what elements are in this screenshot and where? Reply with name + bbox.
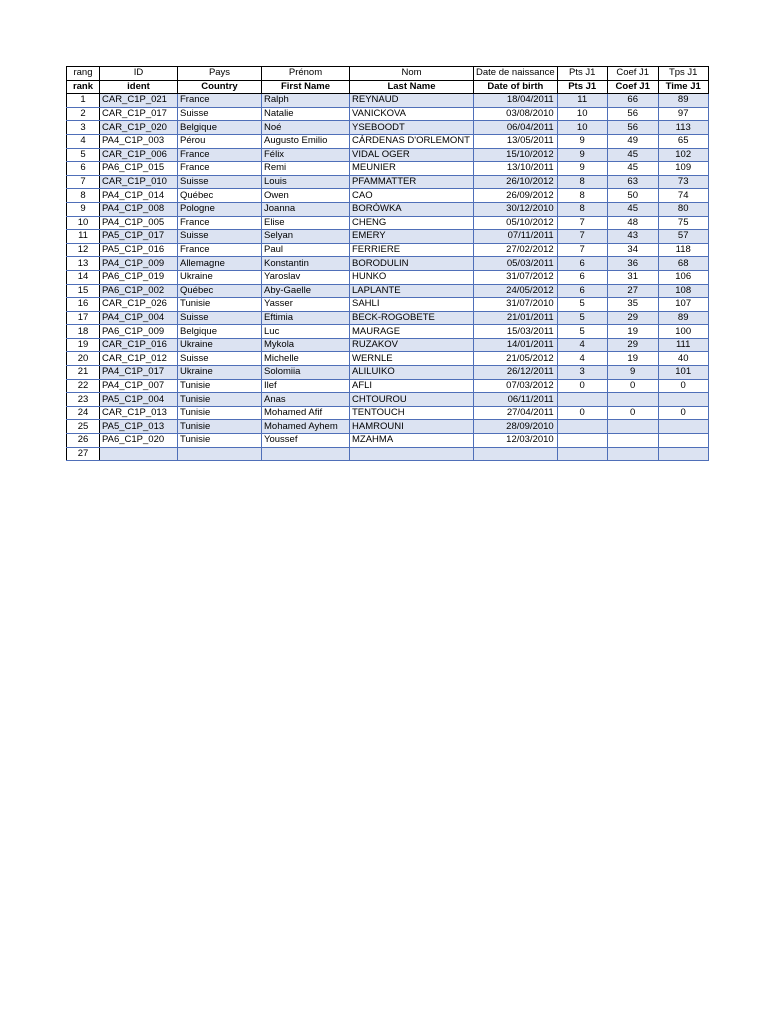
table-row	[67, 121, 709, 135]
header-pays: Pays	[178, 67, 262, 81]
date-of-birth-cell: 24/05/2012	[474, 284, 558, 298]
date-of-birth-cell: 03/08/2010	[474, 107, 558, 121]
coef-cell: 49	[607, 134, 658, 148]
date-of-birth-cell: 26/12/2011	[474, 366, 558, 380]
pts-cell: 6	[557, 257, 607, 271]
header-row-french	[67, 67, 709, 81]
date-of-birth-cell: 15/03/2011	[474, 325, 558, 339]
rank-cell: 24	[67, 406, 100, 420]
table-row	[67, 216, 709, 230]
table-row	[67, 420, 709, 434]
pts-cell: 4	[557, 338, 607, 352]
first-name-cell: Ilef	[262, 379, 350, 393]
date-of-birth-cell: 30/12/2010	[474, 202, 558, 216]
pts-cell: 8	[557, 189, 607, 203]
coef-cell: 29	[607, 338, 658, 352]
date-of-birth-cell: 07/11/2011	[474, 230, 558, 244]
table-row	[67, 352, 709, 366]
last-name-cell: MEUNIER	[350, 162, 474, 176]
table-row	[67, 325, 709, 339]
coef-cell: 19	[607, 325, 658, 339]
last-name-cell: CÁRDENAS D'ORLEMONT	[350, 134, 474, 148]
first-name-cell: Elise	[262, 216, 350, 230]
coef-cell: 43	[607, 230, 658, 244]
first-name-cell: Eftimia	[262, 311, 350, 325]
table-row	[67, 447, 709, 461]
last-name-cell: WERNLE	[350, 352, 474, 366]
coef-cell	[607, 447, 658, 461]
pts-cell: 9	[557, 162, 607, 176]
rank-cell: 8	[67, 189, 100, 203]
ident-cell: PA5_C1P_013	[100, 420, 178, 434]
date-of-birth-cell: 28/09/2010	[474, 420, 558, 434]
country-cell: Suisse	[178, 352, 262, 366]
pts-cell: 10	[557, 107, 607, 121]
pts-cell: 8	[557, 175, 607, 189]
coef-cell: 0	[607, 379, 658, 393]
first-name-cell: Yasser	[262, 298, 350, 312]
date-of-birth-cell: 21/05/2012	[474, 352, 558, 366]
time-cell: 0	[658, 406, 708, 420]
last-name-cell: TENTOUCH	[350, 406, 474, 420]
last-name-cell: PFAMMATTER	[350, 175, 474, 189]
last-name-cell: LAPLANTE	[350, 284, 474, 298]
time-cell: 89	[658, 94, 708, 108]
country-cell: France	[178, 162, 262, 176]
table-row	[67, 257, 709, 271]
coef-cell: 35	[607, 298, 658, 312]
country-cell: Allemagne	[178, 257, 262, 271]
rank-cell: 4	[67, 134, 100, 148]
first-name-cell: Mykola	[262, 338, 350, 352]
time-cell: 118	[658, 243, 708, 257]
last-name-cell: HUNKO	[350, 270, 474, 284]
header-row-english	[67, 80, 709, 94]
results-table	[66, 66, 709, 461]
first-name-cell: Aby-Gaelle	[262, 284, 350, 298]
first-name-cell: Ralph	[262, 94, 350, 108]
last-name-cell: AFLI	[350, 379, 474, 393]
table-body	[67, 94, 709, 461]
ident-cell: CAR_C1P_026	[100, 298, 178, 312]
pts-cell	[557, 420, 607, 434]
coef-cell: 56	[607, 121, 658, 135]
last-name-cell: HAMROUNI	[350, 420, 474, 434]
table-row	[67, 311, 709, 325]
table-row	[67, 148, 709, 162]
date-of-birth-cell	[474, 447, 558, 461]
ident-cell: PA4_C1P_009	[100, 257, 178, 271]
date-of-birth-cell: 06/04/2011	[474, 121, 558, 135]
time-cell: 97	[658, 107, 708, 121]
rank-cell: 3	[67, 121, 100, 135]
header-coef-j1-en: Coef J1	[607, 80, 658, 94]
pts-cell: 3	[557, 366, 607, 380]
last-name-cell: BORODULIN	[350, 257, 474, 271]
coef-cell: 56	[607, 107, 658, 121]
header-id: ID	[100, 67, 178, 81]
pts-cell: 10	[557, 121, 607, 135]
country-cell: Ukraine	[178, 338, 262, 352]
ident-cell: PA4_C1P_017	[100, 366, 178, 380]
first-name-cell: Mohamed Ayhem	[262, 420, 350, 434]
pts-cell: 0	[557, 406, 607, 420]
header-rank: rank	[67, 80, 100, 94]
table-row	[67, 243, 709, 257]
date-of-birth-cell: 31/07/2012	[474, 270, 558, 284]
country-cell: Québec	[178, 284, 262, 298]
time-cell: 73	[658, 175, 708, 189]
date-of-birth-cell: 27/02/2012	[474, 243, 558, 257]
date-of-birth-cell: 15/10/2012	[474, 148, 558, 162]
header-pts-j1-fr: Pts J1	[557, 67, 607, 81]
coef-cell: 36	[607, 257, 658, 271]
first-name-cell: Joanna	[262, 202, 350, 216]
header-ident: ident	[100, 80, 178, 94]
last-name-cell: REYNAUD	[350, 94, 474, 108]
date-of-birth-cell: 27/04/2011	[474, 406, 558, 420]
header-pts-j1-en: Pts J1	[557, 80, 607, 94]
time-cell: 113	[658, 121, 708, 135]
country-cell: France	[178, 148, 262, 162]
pts-cell: 9	[557, 134, 607, 148]
table-row	[67, 406, 709, 420]
coef-cell: 50	[607, 189, 658, 203]
country-cell: Tunisie	[178, 379, 262, 393]
country-cell: Québec	[178, 189, 262, 203]
country-cell: Suisse	[178, 230, 262, 244]
pts-cell: 9	[557, 148, 607, 162]
table-row	[67, 434, 709, 448]
ident-cell: PA4_C1P_007	[100, 379, 178, 393]
first-name-cell: Natalie	[262, 107, 350, 121]
ident-cell: PA6_C1P_015	[100, 162, 178, 176]
first-name-cell: Selyan	[262, 230, 350, 244]
country-cell: France	[178, 243, 262, 257]
date-of-birth-cell: 14/01/2011	[474, 338, 558, 352]
date-of-birth-cell: 13/05/2011	[474, 134, 558, 148]
rank-cell: 18	[67, 325, 100, 339]
country-cell: Belgique	[178, 121, 262, 135]
header-date-naissance: Date de naissance	[474, 67, 558, 81]
time-cell	[658, 434, 708, 448]
country-cell: Tunisie	[178, 406, 262, 420]
table-row	[67, 379, 709, 393]
last-name-cell: ALILUIKO	[350, 366, 474, 380]
rank-cell: 14	[67, 270, 100, 284]
table-row	[67, 134, 709, 148]
rank-cell: 21	[67, 366, 100, 380]
rank-cell: 26	[67, 434, 100, 448]
time-cell: 89	[658, 311, 708, 325]
header-tps-j1: Tps J1	[658, 67, 708, 81]
header-time-j1: Time J1	[658, 80, 708, 94]
coef-cell: 48	[607, 216, 658, 230]
coef-cell: 45	[607, 148, 658, 162]
pts-cell: 5	[557, 298, 607, 312]
rank-cell: 10	[67, 216, 100, 230]
first-name-cell: Mohamed Afif	[262, 406, 350, 420]
pts-cell: 6	[557, 270, 607, 284]
header-first-name: First Name	[262, 80, 350, 94]
header-rang: rang	[67, 67, 100, 81]
time-cell: 108	[658, 284, 708, 298]
country-cell: Belgique	[178, 325, 262, 339]
pts-cell: 7	[557, 243, 607, 257]
rank-cell: 27	[67, 447, 100, 461]
rank-cell: 20	[67, 352, 100, 366]
rank-cell: 17	[67, 311, 100, 325]
time-cell: 75	[658, 216, 708, 230]
time-cell: 68	[658, 257, 708, 271]
ident-cell: PA6_C1P_020	[100, 434, 178, 448]
ident-cell: PA4_C1P_014	[100, 189, 178, 203]
time-cell: 57	[658, 230, 708, 244]
time-cell: 0	[658, 379, 708, 393]
first-name-cell	[262, 447, 350, 461]
ident-cell: CAR_C1P_013	[100, 406, 178, 420]
last-name-cell: RUZAKOV	[350, 338, 474, 352]
rank-cell: 19	[67, 338, 100, 352]
first-name-cell: Konstantin	[262, 257, 350, 271]
first-name-cell: Augusto Emilio	[262, 134, 350, 148]
pts-cell: 8	[557, 202, 607, 216]
country-cell: Pologne	[178, 202, 262, 216]
ident-cell: CAR_C1P_010	[100, 175, 178, 189]
table-row	[67, 162, 709, 176]
time-cell: 100	[658, 325, 708, 339]
time-cell	[658, 420, 708, 434]
date-of-birth-cell: 13/10/2011	[474, 162, 558, 176]
last-name-cell: CHENG	[350, 216, 474, 230]
ident-cell: CAR_C1P_021	[100, 94, 178, 108]
country-cell: Tunisie	[178, 420, 262, 434]
first-name-cell: Owen	[262, 189, 350, 203]
table-row	[67, 107, 709, 121]
coef-cell	[607, 393, 658, 407]
table-row	[67, 230, 709, 244]
first-name-cell: Félix	[262, 148, 350, 162]
table-row	[67, 189, 709, 203]
time-cell: 65	[658, 134, 708, 148]
date-of-birth-cell: 07/03/2012	[474, 379, 558, 393]
coef-cell	[607, 434, 658, 448]
pts-cell: 11	[557, 94, 607, 108]
last-name-cell: BORÓWKA	[350, 202, 474, 216]
last-name-cell: SAHLI	[350, 298, 474, 312]
country-cell: Ukraine	[178, 366, 262, 380]
coef-cell: 27	[607, 284, 658, 298]
pts-cell: 5	[557, 311, 607, 325]
coef-cell: 9	[607, 366, 658, 380]
ident-cell: CAR_C1P_017	[100, 107, 178, 121]
time-cell: 74	[658, 189, 708, 203]
coef-cell: 34	[607, 243, 658, 257]
rank-cell: 16	[67, 298, 100, 312]
time-cell: 101	[658, 366, 708, 380]
country-cell: Tunisie	[178, 434, 262, 448]
date-of-birth-cell: 05/03/2011	[474, 257, 558, 271]
rank-cell: 25	[67, 420, 100, 434]
time-cell: 111	[658, 338, 708, 352]
last-name-cell: VANICKOVA	[350, 107, 474, 121]
date-of-birth-cell: 21/01/2011	[474, 311, 558, 325]
ident-cell: PA4_C1P_008	[100, 202, 178, 216]
header-country: Country	[178, 80, 262, 94]
time-cell: 80	[658, 202, 708, 216]
last-name-cell: VIDAL OGER	[350, 148, 474, 162]
country-cell	[178, 447, 262, 461]
rank-cell: 1	[67, 94, 100, 108]
country-cell: Tunisie	[178, 393, 262, 407]
country-cell: Suisse	[178, 175, 262, 189]
ident-cell: CAR_C1P_012	[100, 352, 178, 366]
rank-cell: 7	[67, 175, 100, 189]
last-name-cell: YSEBOODT	[350, 121, 474, 135]
table-row	[67, 270, 709, 284]
pts-cell: 7	[557, 230, 607, 244]
date-of-birth-cell: 26/09/2012	[474, 189, 558, 203]
pts-cell: 4	[557, 352, 607, 366]
first-name-cell: Louis	[262, 175, 350, 189]
ident-cell: PA5_C1P_004	[100, 393, 178, 407]
coef-cell: 31	[607, 270, 658, 284]
last-name-cell: FERRIERE	[350, 243, 474, 257]
date-of-birth-cell: 05/10/2012	[474, 216, 558, 230]
country-cell: France	[178, 94, 262, 108]
pts-cell: 5	[557, 325, 607, 339]
coef-cell: 45	[607, 162, 658, 176]
ident-cell: CAR_C1P_016	[100, 338, 178, 352]
pts-cell	[557, 393, 607, 407]
ident-cell: PA4_C1P_005	[100, 216, 178, 230]
first-name-cell: Luc	[262, 325, 350, 339]
rank-cell: 22	[67, 379, 100, 393]
ident-cell	[100, 447, 178, 461]
ident-cell: PA4_C1P_003	[100, 134, 178, 148]
table-row	[67, 94, 709, 108]
coef-cell: 0	[607, 406, 658, 420]
coef-cell: 63	[607, 175, 658, 189]
time-cell	[658, 447, 708, 461]
rank-cell: 13	[67, 257, 100, 271]
last-name-cell	[350, 447, 474, 461]
first-name-cell: Noé	[262, 121, 350, 135]
ident-cell: PA4_C1P_004	[100, 311, 178, 325]
pts-cell: 7	[557, 216, 607, 230]
country-cell: France	[178, 216, 262, 230]
first-name-cell: Youssef	[262, 434, 350, 448]
time-cell	[658, 393, 708, 407]
last-name-cell: BECK-ROGOBETE	[350, 311, 474, 325]
first-name-cell: Anas	[262, 393, 350, 407]
date-of-birth-cell: 12/03/2010	[474, 434, 558, 448]
last-name-cell: CHTOUROU	[350, 393, 474, 407]
header-coef-j1-fr: Coef J1	[607, 67, 658, 81]
last-name-cell: MZAHMA	[350, 434, 474, 448]
first-name-cell: Michelle	[262, 352, 350, 366]
time-cell: 40	[658, 352, 708, 366]
last-name-cell: MAURAGE	[350, 325, 474, 339]
date-of-birth-cell: 26/10/2012	[474, 175, 558, 189]
pts-cell	[557, 447, 607, 461]
rank-cell: 9	[67, 202, 100, 216]
pts-cell	[557, 434, 607, 448]
first-name-cell: Paul	[262, 243, 350, 257]
country-cell: Ukraine	[178, 270, 262, 284]
rank-cell: 2	[67, 107, 100, 121]
first-name-cell: Solomiia	[262, 366, 350, 380]
table-row	[67, 175, 709, 189]
rank-cell: 6	[67, 162, 100, 176]
ident-cell: PA5_C1P_017	[100, 230, 178, 244]
rank-cell: 12	[67, 243, 100, 257]
first-name-cell: Yaroslav	[262, 270, 350, 284]
pts-cell: 0	[557, 379, 607, 393]
rank-cell: 11	[67, 230, 100, 244]
time-cell: 107	[658, 298, 708, 312]
date-of-birth-cell: 18/04/2011	[474, 94, 558, 108]
date-of-birth-cell: 06/11/2011	[474, 393, 558, 407]
coef-cell: 29	[607, 311, 658, 325]
country-cell: Suisse	[178, 107, 262, 121]
date-of-birth-cell: 31/07/2010	[474, 298, 558, 312]
table-row	[67, 284, 709, 298]
first-name-cell: Remi	[262, 162, 350, 176]
ident-cell: CAR_C1P_020	[100, 121, 178, 135]
header-prenom: Prénom	[262, 67, 350, 81]
header-date-of-birth: Date of birth	[474, 80, 558, 94]
table-row	[67, 202, 709, 216]
ident-cell: PA6_C1P_002	[100, 284, 178, 298]
table-row	[67, 393, 709, 407]
ident-cell: CAR_C1P_006	[100, 148, 178, 162]
time-cell: 106	[658, 270, 708, 284]
pts-cell: 6	[557, 284, 607, 298]
country-cell: Suisse	[178, 311, 262, 325]
ident-cell: PA6_C1P_009	[100, 325, 178, 339]
table-row	[67, 338, 709, 352]
ident-cell: PA6_C1P_019	[100, 270, 178, 284]
last-name-cell: CAO	[350, 189, 474, 203]
country-cell: Tunisie	[178, 298, 262, 312]
coef-cell: 19	[607, 352, 658, 366]
ident-cell: PA5_C1P_016	[100, 243, 178, 257]
coef-cell: 45	[607, 202, 658, 216]
rank-cell: 15	[67, 284, 100, 298]
table-row	[67, 366, 709, 380]
rank-cell: 5	[67, 148, 100, 162]
country-cell: Pérou	[178, 134, 262, 148]
header-nom: Nom	[350, 67, 474, 81]
time-cell: 109	[658, 162, 708, 176]
last-name-cell: EMERY	[350, 230, 474, 244]
coef-cell	[607, 420, 658, 434]
time-cell: 102	[658, 148, 708, 162]
rank-cell: 23	[67, 393, 100, 407]
coef-cell: 66	[607, 94, 658, 108]
header-last-name: Last Name	[350, 80, 474, 94]
table-row	[67, 298, 709, 312]
